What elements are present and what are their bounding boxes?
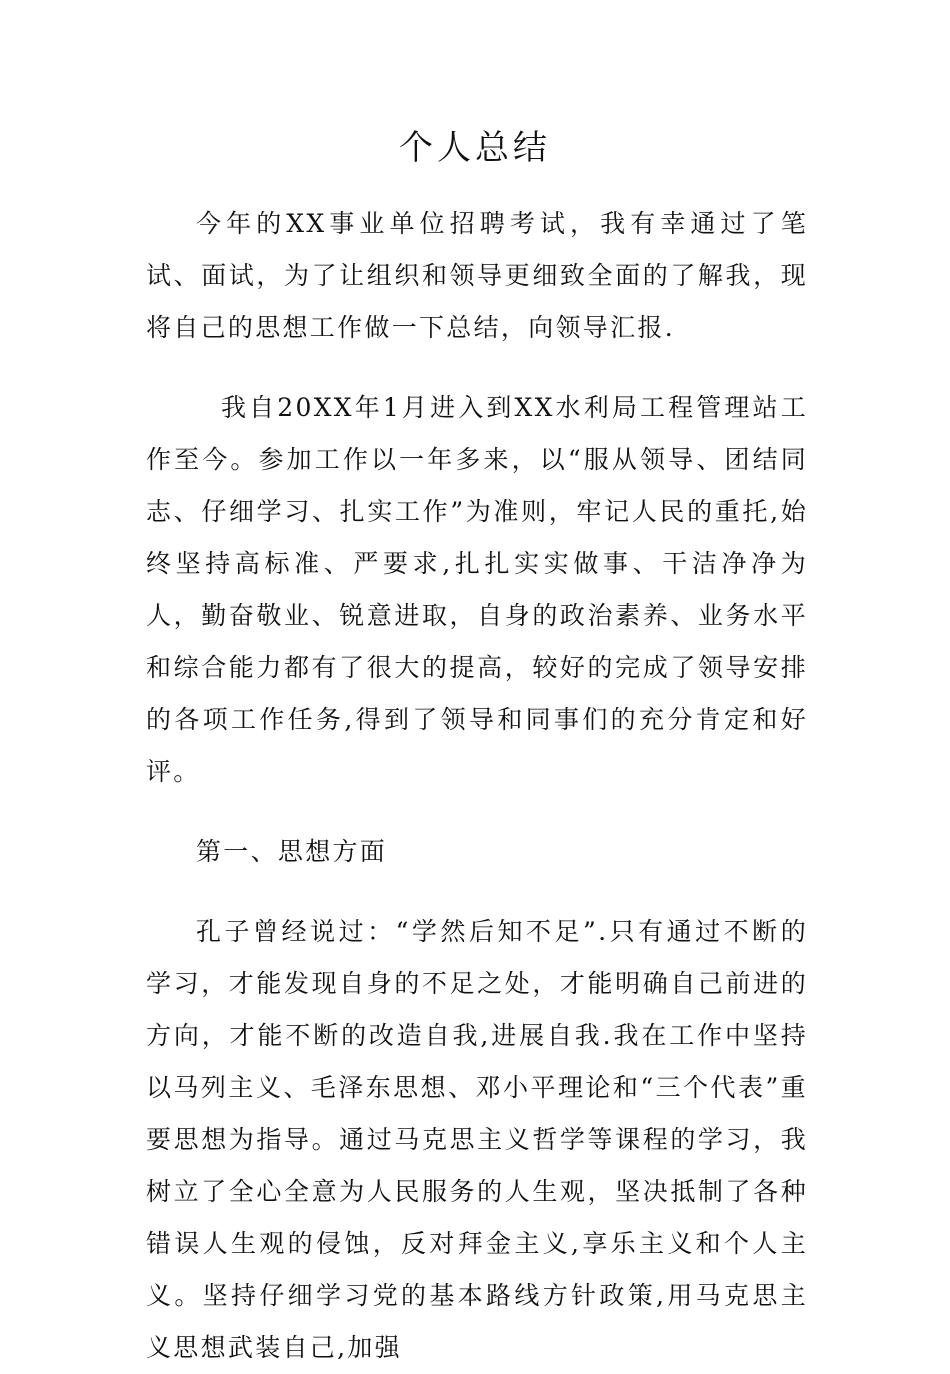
document-body bbox=[146, 198, 808, 1374]
section-heading-thought: 第一、思想方面 bbox=[196, 837, 388, 866]
paragraph-intro: 今年的XX事业单位招聘考试，我有幸通过了笔试、面试，为了让组织和领导更细致全面的了解我，现将自己的思想工作做一下总结，向领导汇报. bbox=[146, 209, 808, 342]
paragraph-work-summary: 我自20XX年1月进入到XX水利局工程管理站工作至今。参加工作以一年多来，以“服从领导、团结同志、仔细学习、扎实工作”为准则，牢记人民的重托,始终坚持高标准、严要求,扎扎实实做事、干洁净净为人，勤奋敬业、锐意进取，自身的政治素养、业务水平和综合能力都有了很大的提高，较好的完成了领导安排的各项工作任务,得到了领导和同事们的充分肯定和好评。 bbox=[146, 393, 808, 786]
paragraph-thought: 孔子曾经说过：“学然后知不足”.只有通过不断的学习，才能发现自身的不足之处，才能明确自己前进的方向，才能不断的改造自我,进展自我.我在工作中坚持以马列主义、毛泽东思想、邓小平理论和“三个代表”重要思想为指导。通过马克思主义哲学等课程的学习，我树立了全心全意为人民服务的人生观，坚决抵制了各种错误人生观的侵蚀，反对拜金主义,享乐主义和个人主义。坚持仔细学习党的基本路线方针政策,用马克思主义思想武装自己,加强 bbox=[146, 917, 808, 1362]
document-title: 个人总结 bbox=[399, 128, 551, 168]
